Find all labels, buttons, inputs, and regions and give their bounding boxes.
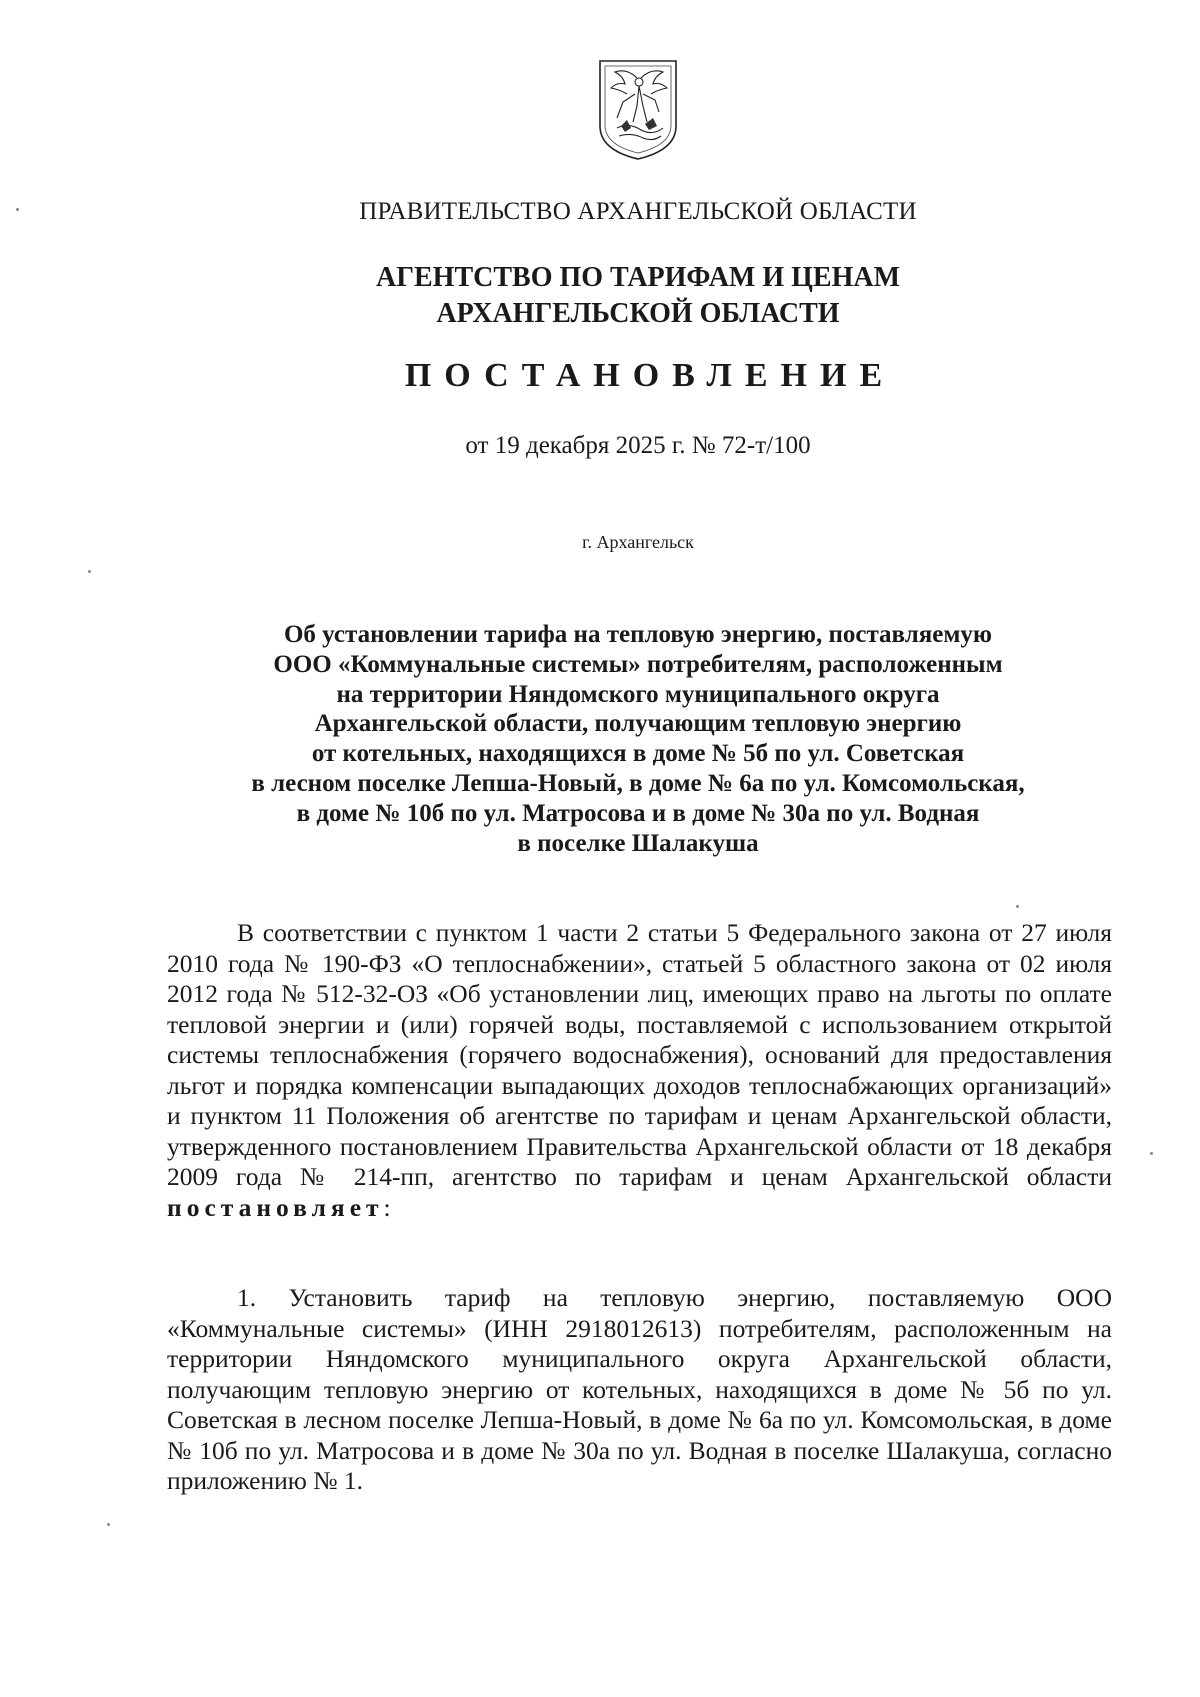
city: г. Архангельск — [582, 532, 694, 552]
preamble-paragraph — [167, 918, 1112, 1223]
subject-line: Об установлении тарифа на тепловую энергию, поставляемую — [283, 621, 993, 648]
subject-line: ООО «Коммунальные системы» потребителям, расположенным — [273, 650, 1003, 678]
preamble-text: В соответствии с пунктом 1 части 2 статьи 5 Федерального закона от 27 июля 2010 года № 190-ФЗ «О теплоснабжении», статьей 5 областного закона от 02 июля 2012 года № 512-32-ОЗ «Об установлении лиц, имеющих право на льготы по оплате тепловой энергии и (или) горячей воды, поставляемой с использованием открытой системы теплоснабжения (горячего водоснабжения), оснований для предоставления льгот и порядка компенсации выпадающих доходов теплоснабжающих организаций» и пунктом 11 Положения об агентстве по тарифам и ценам Архангельской области, утвержденного постановлением Правительства Архангельской области от 18 декабря 2009 года № 214-пп, агентство по тарифам и ценам Архангельской области — [167, 918, 1112, 1191]
scan-speck — [1016, 905, 1019, 908]
coat-of-arms-icon — [597, 58, 679, 162]
item-1-paragraph: 1. Установить тариф на тепловую энергию, поставляемую ООО «Коммунальные системы» (ИНН 2918012613) потребителям, расположенным на территории Няндомского муниципального округа Архангельской области, получающим тепловую энергию от котельных, находящихся в доме № 5б по ул. Советская в лесном поселке Лепша-Новый, в доме № 6а по ул. Комсомольская, в доме № 10б по ул. Матросова и в доме № 30а по ул. Водная в поселке Шалакуша, согласно приложению № 1. — [167, 1283, 1112, 1495]
subject-line: в поселке Шалакуша — [517, 829, 759, 857]
subject-line: от котельных, находящихся в доме № 5б по ул. Советская — [311, 740, 965, 768]
subject-line: в лесном поселке Лепша-Новый, в доме № 6а по ул. Комсомольская, — [251, 769, 1025, 797]
resolves-colon: : — [383, 1192, 391, 1222]
scan-speck — [1150, 1152, 1153, 1155]
document-subject — [0, 620, 1200, 858]
agency-heading — [0, 260, 1200, 332]
resolves-word: постановляет — [167, 1192, 384, 1222]
scan-speck — [16, 208, 19, 211]
government-heading: ПРАВИТЕЛЬСТВО АРХАНГЕЛЬСКОЙ ОБЛАСТИ — [359, 198, 917, 225]
agency-heading-line: АГЕНТСТВО ПО ТАРИФАМ И ЦЕНАМ — [375, 262, 901, 293]
date-and-number: от 19 декабря 2025 г. № 72-т/100 — [465, 432, 811, 459]
subject-line: на территории Няндомского муниципального округа — [336, 680, 940, 708]
subject-line: Архангельской области, получающим тепловую энергию — [314, 710, 962, 738]
subject-line: в доме № 10б по ул. Матросова и в доме № 30а по ул. Водная — [296, 799, 980, 827]
scan-speck — [107, 1523, 110, 1526]
document-type-title: ПОСТАНОВЛЕНИЕ — [404, 357, 896, 394]
agency-heading-line: АРХАНГЕЛЬСКОЙ ОБЛАСТИ — [436, 298, 840, 329]
scan-speck — [88, 570, 91, 573]
